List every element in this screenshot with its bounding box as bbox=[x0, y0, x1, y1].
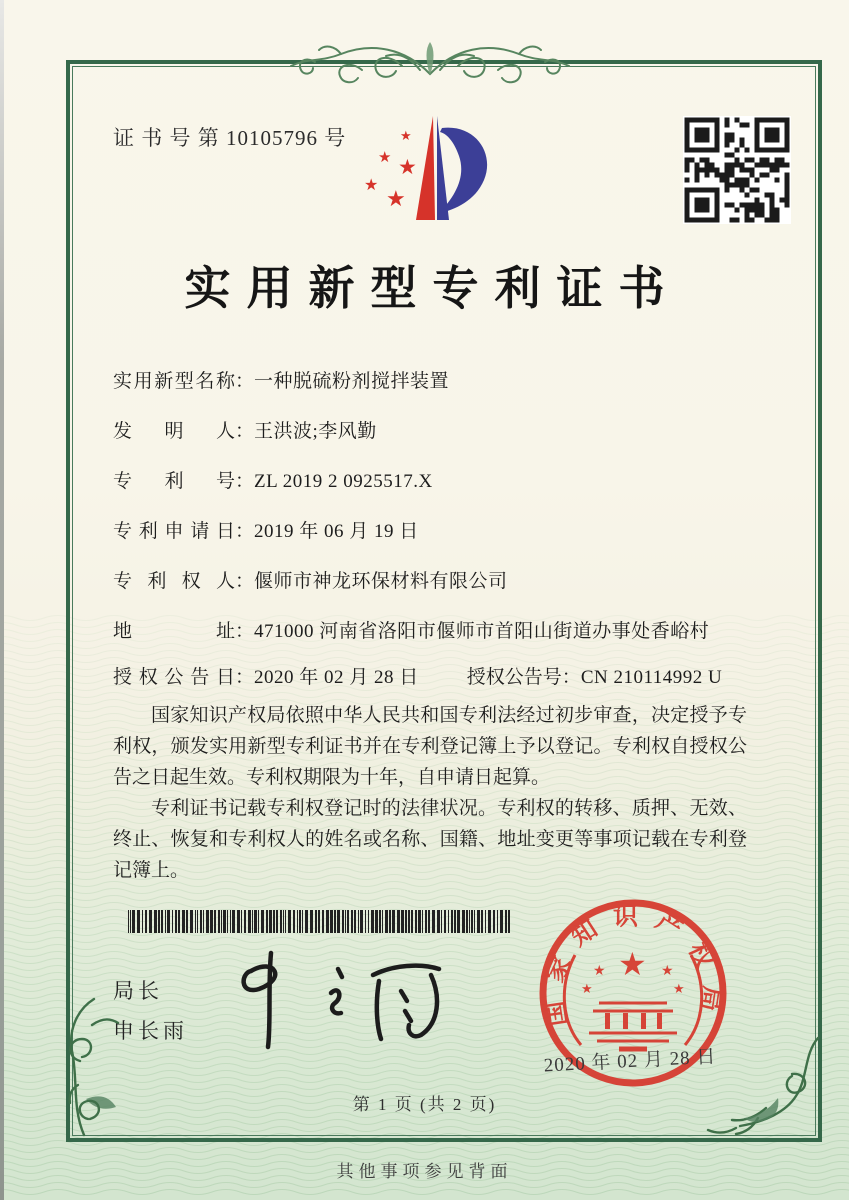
field-label: 实用新型名称 bbox=[113, 371, 235, 392]
svg-text:★: ★ bbox=[400, 129, 412, 144]
field-label: 地址 bbox=[113, 621, 235, 642]
svg-text:★: ★ bbox=[673, 982, 685, 997]
field-value: CN 210114992 U bbox=[580, 667, 723, 688]
field-value: 偃师市神龙环保材料有限公司 bbox=[254, 571, 508, 592]
colon: ： bbox=[561, 667, 581, 688]
field-label: 授权公告号 bbox=[466, 667, 562, 688]
field-application-date bbox=[113, 516, 753, 543]
field-value: 471000 河南省洛阳市偃师市首阳山街道办事处香峪村 bbox=[254, 621, 710, 642]
field-inventors bbox=[113, 416, 753, 443]
field-value: 2019 年 06 月 19 日 bbox=[254, 521, 419, 542]
field-label: 授权公告日 bbox=[113, 667, 235, 688]
barcode bbox=[128, 910, 516, 933]
svg-text:★: ★ bbox=[364, 175, 379, 194]
svg-text:★: ★ bbox=[386, 187, 406, 212]
svg-text:★: ★ bbox=[378, 148, 392, 166]
field-value: 2020 年 02 月 28 日 bbox=[254, 667, 419, 688]
svg-text:★: ★ bbox=[661, 963, 674, 979]
svg-text:★: ★ bbox=[398, 155, 417, 179]
colon: ： bbox=[235, 471, 255, 492]
back-side-note: 其他事项参见背面 bbox=[336, 1162, 513, 1181]
page-number: 第 1 页 (共 2 页) bbox=[352, 1095, 497, 1114]
qr-code bbox=[683, 116, 791, 224]
colon: ： bbox=[235, 521, 255, 542]
colon: ： bbox=[235, 421, 255, 442]
field-label: 专利申请日 bbox=[113, 521, 235, 542]
cnipa-logo bbox=[352, 106, 504, 242]
field-label: 专利权人 bbox=[113, 571, 235, 592]
svg-text:★: ★ bbox=[581, 982, 593, 997]
colon: ： bbox=[235, 571, 255, 592]
svg-text:★: ★ bbox=[618, 945, 647, 983]
signer-name: 申长雨 bbox=[113, 1019, 188, 1043]
legal-paragraph-2: 专利证书记载专利权登记时的法律状况。专利权的转移、质押、无效、终止、恢复和专利权人的姓名或名称、国籍、地址变更等事项记载在专利登记簿上。 bbox=[113, 798, 747, 881]
colon: ： bbox=[235, 667, 255, 688]
field-value: ZL 2019 2 0925517.X bbox=[254, 471, 433, 492]
field-label: 发明人 bbox=[113, 421, 235, 442]
top-border-ornament bbox=[283, 34, 577, 98]
field-grant-row bbox=[113, 662, 753, 689]
colon: ： bbox=[235, 371, 255, 392]
national-emblem bbox=[564, 945, 701, 1049]
legal-paragraph-1: 国家知识产权局依照中华人民共和国专利法经过初步审查，决定授予专利权，颁发实用新型专利证书并在专利登记簿上予以登记。专利权自授权公告之日起生效。专利权期限为十年，自申请日起算。 bbox=[113, 705, 747, 788]
field-label: 专利号 bbox=[113, 471, 235, 492]
certificate-title: 实用新型专利证书 bbox=[184, 263, 681, 314]
seal-date: 2020 年 02 月 28 日 bbox=[543, 1046, 717, 1077]
signature bbox=[235, 935, 475, 1055]
certificate-number: 证 书 号 第 10105796 号 bbox=[113, 126, 347, 150]
field-utility-model-name bbox=[113, 366, 753, 393]
field-patentee bbox=[113, 566, 753, 593]
field-patent-number bbox=[113, 466, 753, 493]
colon: ： bbox=[235, 621, 255, 642]
signer-title: 局长 bbox=[113, 979, 163, 1003]
legal-text bbox=[113, 700, 747, 886]
field-value: 王洪波;李风勤 bbox=[254, 421, 377, 442]
svg-text:★: ★ bbox=[593, 963, 606, 979]
field-address bbox=[113, 616, 753, 643]
scan-edge bbox=[0, 0, 4, 1200]
seal-text: 国家知识产权局 bbox=[540, 903, 726, 1028]
field-grant-number bbox=[467, 662, 722, 689]
field-value: 一种脱硫粉剂搅拌装置 bbox=[254, 371, 450, 392]
